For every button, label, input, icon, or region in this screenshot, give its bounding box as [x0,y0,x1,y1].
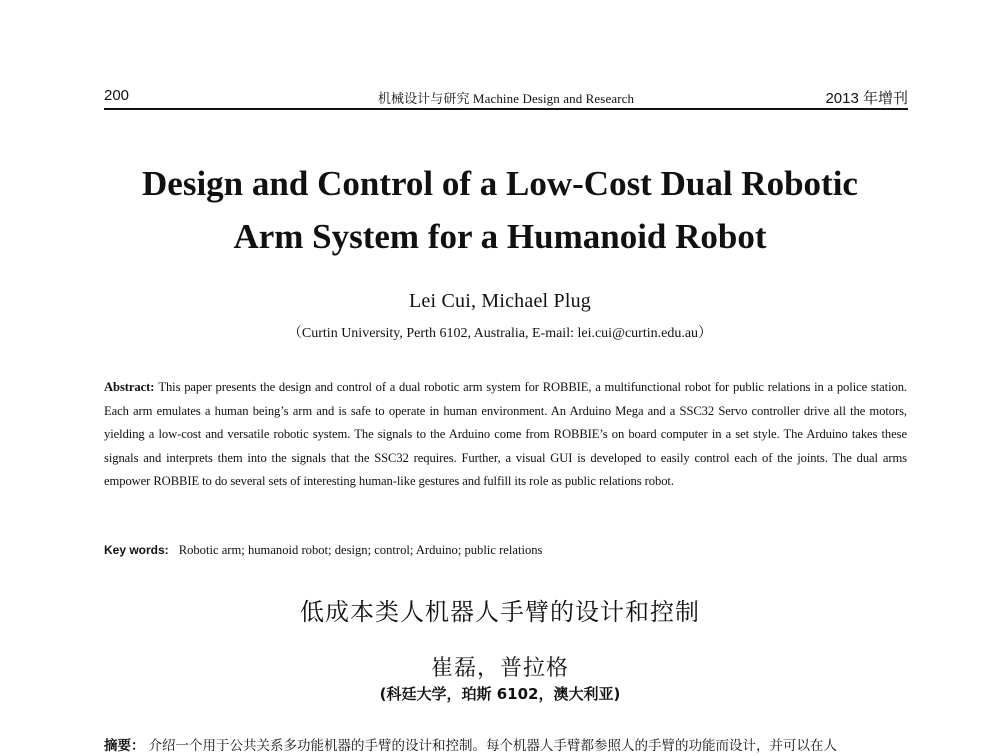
running-header [104,84,908,110]
page-number: 200 [104,87,130,104]
author-affiliation: （Curtin University, Perth 6102, Australia, E-mail: lei.cui@curtin.edu.au） [287,326,713,341]
author-list: Lei Cui, Michael Plug [409,290,591,312]
keywords-text: Robotic arm; humanoid robot; design; control; Arduino; public relations [178,543,543,557]
keywords-label: Key words: [104,543,169,557]
chinese-affiliation: (科廷大学，珀斯 6102，澳大利亚) [379,685,621,703]
journal-name: 机械设计与研究 Machine Design and Research [377,91,635,106]
abstract-label: Abstract: [104,380,155,394]
chinese-authors: 崔磊，普拉格 [430,656,569,681]
paper-title-line-1: Design and Control of a Low-Cost Dual Robotic [142,164,858,203]
abstract-text: This paper presents the design and control of a dual robotic arm system for ROBBIE, a multifunctional robot for public relations in a police station. Each arm emulates a human being’s arm and is safe to operate in human environment. An Arduino Mega and a SSC32 Servo controller drive all the motors, yielding a low-cost and versatile robotic system. The signals to the Arduino come from ROBBIE’s on board computer in a set style. The Arduino takes these signals and interprets them into the signals that the SSC32 requires. Further, a visual GUI is developed to easily control each of the joints. The dual arms empower ROBBIE to do several sets of interesting human-like gestures and fulfill its role as public relations robot. [104,380,907,489]
paper-title [40,157,960,263]
keywords-line [104,541,907,559]
chinese-title: 低成本类人机器人手臂的设计和控制 [300,598,700,626]
chinese-abstract-label: 摘要： [104,738,145,754]
chinese-abstract-text: 介绍一个用于公共关系多功能机器的手臂的设计和控制。每个机器人手臂都参照人的手臂的功能而设计，并可以在人 [148,738,837,754]
issue-label: 2013 年增刊 [825,90,908,107]
chinese-abstract [104,736,916,756]
paper-title-line-2: Arm System for a Humanoid Robot [233,217,767,256]
abstract-paragraph [104,376,907,494]
